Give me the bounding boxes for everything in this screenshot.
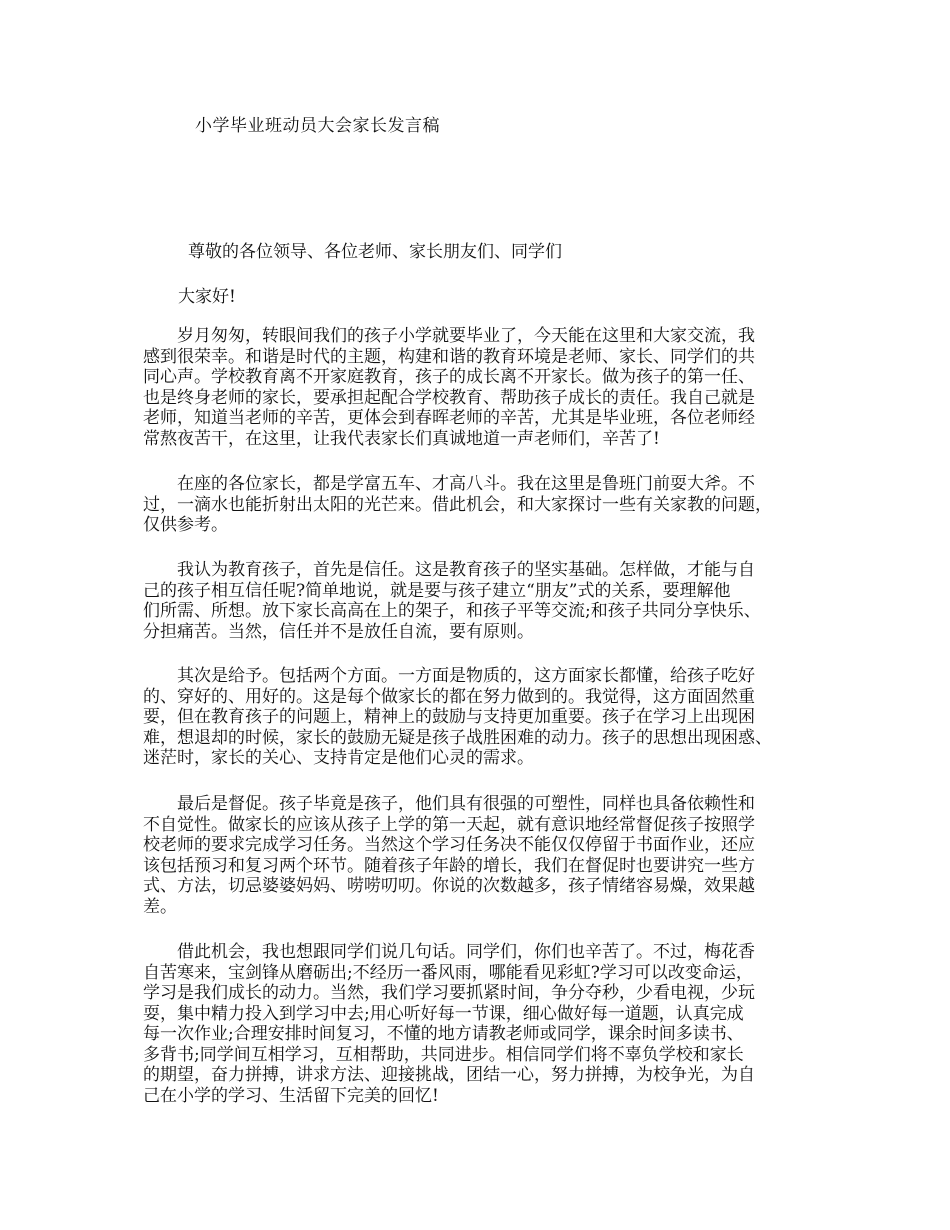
paragraph-line: 同心声。学校教育离不开家庭教育，孩子的成长离不开家长。做为孩子的第一任、 [143,367,755,387]
paragraph-trust [143,560,823,642]
salutation: 尊敬的各位领导、各位老师、家长朋友们、同学们 [188,242,562,262]
paragraph-line: 耍，集中精力投入到学习中去;用心听好每一节课，细心做好每一道题，认真完成 [143,1003,744,1024]
paragraph-line: 迷茫时，家长的关心、支持肯定是他们心灵的需求。 [143,748,534,768]
paragraph-line: 要，但在教育孩子的问题上，精神上的鼓励与支持更加重要。孩子在学习上出现困 [143,707,755,727]
paragraph-line: 差。 [143,896,177,917]
paragraph-parents [143,474,823,536]
paragraph-line: 的期望，奋力拼搏，讲求方法、迎接挑战，团结一心，努力拼搏，为校争光，为自 [143,1065,755,1085]
paragraph-line: 多背书;同学间互相学习，互相帮助，共同进步。相信同学们将不辜负学校和家长 [143,1044,744,1065]
paragraph-line: 学习是我们成长的动力。当然，我们学习要抓紧时间，争分夺秒，少看电视，少玩 [143,983,755,1003]
paragraph-line: 自苦寒来，宝剑锋从磨砺出;不经历一番风雨，哪能看见彩虹?学习可以改变命运， [143,962,753,983]
paragraph-line: 该包括预习和复习两个环节。随着孩子年龄的增长，我们在督促时也要讲究一些方 [143,855,755,876]
paragraph-line: 仅供参考。 [143,515,228,535]
paragraph-line: 我认为教育孩子，首先是信任。这是教育孩子的坚实基础。怎样做，才能与自 [143,560,755,580]
paragraph-line: 在座的各位家长，都是学富五车、才高八斗。我在这里是鲁班门前耍大斧。不 [143,474,755,494]
document-title: 小学毕业班动员大会家长发言稿 [195,116,440,136]
paragraph-supervision [143,794,823,917]
paragraph-line: 借此机会，我也想跟同学们说几句话。同学们，你们也辛苦了。不过，梅花香 [143,942,755,962]
paragraph-line: 过，一滴水也能折射出太阳的光芒来。借此机会，和大家探讨一些有关家教的问题， [143,494,772,515]
paragraph-line: 的、穿好的、用好的。这是每个做家长的都在努力做到的。我觉得，这方面固然重 [143,686,755,707]
paragraph-line: 不自觉性。做家长的应该从孩子上学的第一天起，就有意识地经常督促孩子按照学 [143,814,755,835]
paragraph-giving [143,666,823,769]
paragraph-line: 校老师的要求完成学习任务。当然这个学习任务决不能仅仅停留于书面作业，还应 [143,835,755,855]
paragraph-line: 最后是督促。孩子毕竟是孩子，他们具有很强的可塑性，同样也具备依赖性和 [143,794,755,814]
paragraph-students [143,942,823,1106]
paragraph-line: 难，想退却的时候，家长的鼓励无疑是孩子战胜困难的动力。孩子的思想出现困惑、 [143,727,772,748]
paragraph-line: 们所需、所想。放下家长高高在上的架子，和孩子平等交流;和孩子共同分享快乐、 [143,601,761,621]
paragraph-line: 感到很荣幸。和谐是时代的主题，构建和谐的教育环境是老师、家长、同学们的共 [143,346,755,367]
paragraph-line: 每一次作业;合理安排时间复习，不懂的地方请教老师或同学，课余时间多读书、 [143,1024,744,1044]
greeting: 大家好! [178,287,236,307]
paragraph-line: 岁月匆匆，转眼间我们的孩子小学就要毕业了，今天能在这里和大家交流，我 [143,326,755,346]
paragraph-line: 老师，知道当老师的辛苦，更体会到春晖老师的辛苦，尤其是毕业班，各位老师经 [143,408,755,428]
paragraph-line: 常熬夜苦干，在这里，让我代表家长们真诚地道一声老师们，辛苦了! [143,428,660,449]
paragraph-line: 己的孩子相互信任呢?简单地说，就是要与孩子建立“朋友”式的关系，要理解他 [143,580,731,601]
paragraph-line: 己在小学的学习、生活留下完美的回忆! [143,1085,439,1106]
paragraph-line: 分担痛苦。当然，信任并不是放任自流，要有原则。 [143,621,534,642]
paragraph-line: 其次是给予。包括两个方面。一方面是物质的，这方面家长都懂，给孩子吃好 [143,666,755,686]
paragraph-line: 也是终身老师的家长，要承担起配合学校教育、帮助孩子成长的责任。我自己就是 [143,387,755,408]
paragraph-opening [143,326,823,449]
paragraph-line: 式、方法，切忌婆婆妈妈、唠唠叨叨。你说的次数越多，孩子情绪容易燥，效果越 [143,876,755,896]
